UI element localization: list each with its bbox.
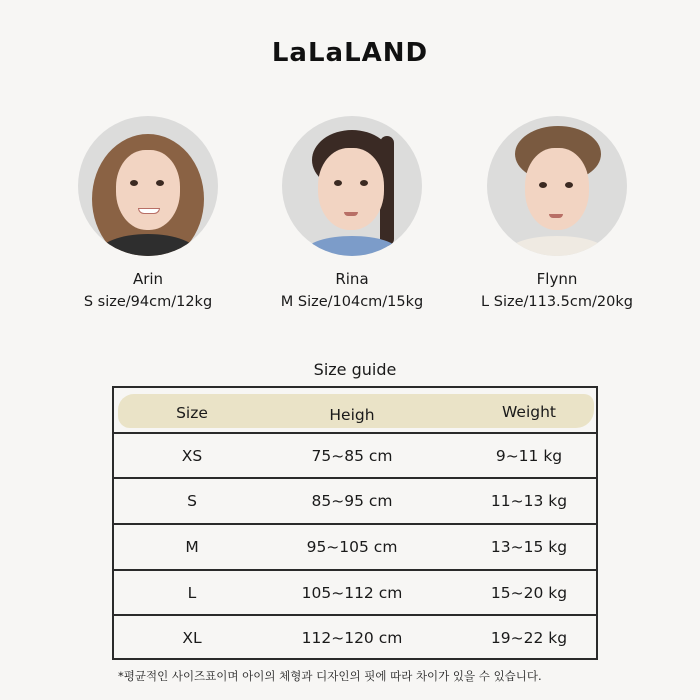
table-row: [114, 569, 596, 614]
table-row: [114, 614, 596, 659]
size-table: [112, 386, 598, 660]
weight-cell: 15~20 kg: [490, 584, 568, 602]
model-size-info: L Size/113.5cm/20kg: [481, 294, 633, 310]
weight-cell: 9~11 kg: [495, 447, 563, 465]
header-height: Heigh: [329, 406, 375, 424]
model-card-flynn: [447, 116, 667, 310]
size-cell: XL: [182, 629, 202, 647]
header-size: Size: [176, 404, 208, 422]
model-card-rina: [242, 116, 462, 310]
table-row: [114, 523, 596, 568]
height-cell: 75~85 cm: [311, 447, 393, 465]
model-size-info: M Size/104cm/15kg: [280, 294, 424, 310]
weight-cell: 13~15 kg: [490, 538, 568, 556]
size-cell: L: [187, 584, 197, 602]
model-name: Rina: [335, 270, 369, 288]
table-row: [114, 432, 596, 477]
height-cell: 112~120 cm: [301, 629, 403, 647]
header-weight: Weight: [501, 403, 556, 421]
size-cell: XS: [181, 447, 203, 465]
model-card-arin: [38, 116, 258, 310]
size-guide-title: Size guide: [313, 360, 397, 379]
size-cell: M: [185, 538, 199, 556]
weight-cell: 11~13 kg: [490, 492, 568, 510]
weight-cell: 19~22 kg: [490, 629, 568, 647]
size-note: *평균적인 사이즈표이며 아이의 체형과 디자인의 핏에 따라 차이가 있을 수 있습니다.: [118, 669, 542, 683]
model-photo-rina: [282, 116, 422, 256]
model-photo-flynn: [487, 116, 627, 256]
model-photo-arin: [78, 116, 218, 256]
model-name: Flynn: [536, 270, 578, 288]
height-cell: 105~112 cm: [301, 584, 403, 602]
model-list: [0, 116, 700, 326]
size-cell: S: [187, 492, 197, 510]
table-row: [114, 477, 596, 522]
model-size-info: S size/94cm/12kg: [83, 294, 213, 310]
height-cell: 95~105 cm: [306, 538, 398, 556]
brand-logo: LaLaLAND: [271, 38, 429, 68]
height-cell: 85~95 cm: [311, 492, 393, 510]
table-header: [114, 388, 596, 434]
model-name: Arin: [132, 270, 164, 288]
